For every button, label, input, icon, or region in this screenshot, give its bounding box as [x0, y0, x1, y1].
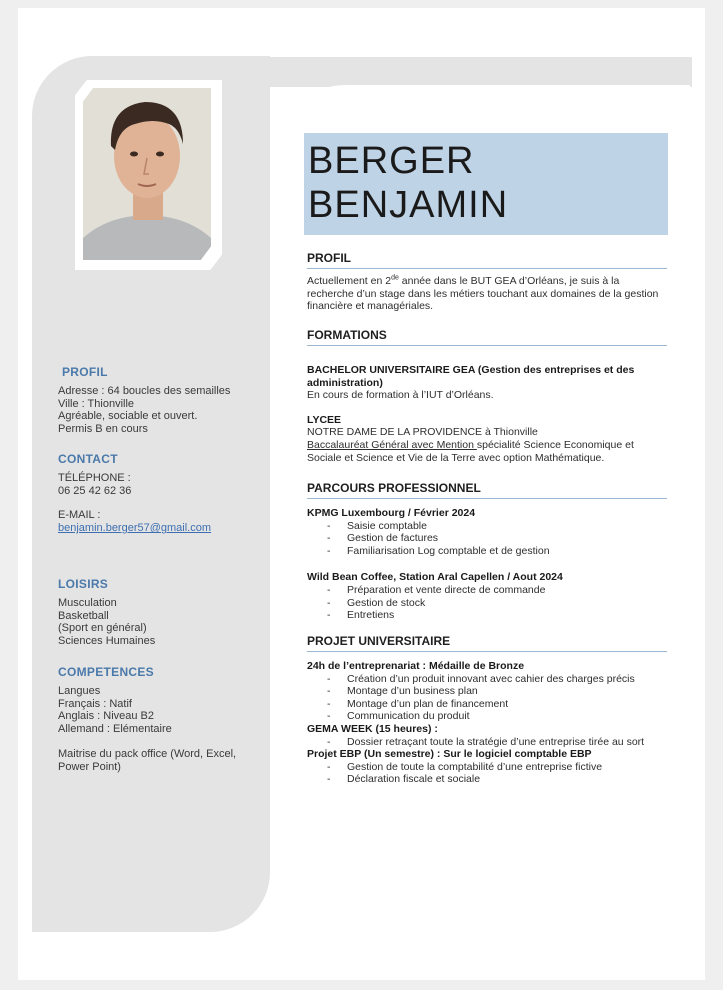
phone-value: 06 25 42 62 36: [58, 484, 132, 497]
skill-item: Allemand : Elémentaire: [58, 723, 172, 736]
city-line: Ville : Thionville: [58, 397, 135, 410]
project-task: - Montage d’un plan de financement: [327, 698, 667, 711]
project-task: - Déclaration fiscale et sociale: [327, 773, 667, 786]
sidebar-competences-title: COMPETENCES: [58, 665, 154, 679]
parcours-title: PARCOURS PROFESSIONNEL: [307, 481, 667, 499]
formations-title: FORMATIONS: [307, 328, 667, 346]
sidebar-contact: [58, 453, 258, 535]
job-task: - Familiarisation Log comptable et de gestion: [327, 545, 667, 558]
project-task-list: [307, 673, 667, 723]
hobby-item: Sciences Humaines: [58, 635, 156, 648]
project-task: - Montage d’un business plan: [327, 685, 667, 698]
sidebar-profil: [58, 366, 258, 436]
address-line: Adresse : 64 boucles des semailles: [58, 384, 231, 397]
project-task: - Communication du produit: [327, 710, 667, 723]
profil-title: PROFIL: [307, 251, 667, 269]
lycee-bac: [307, 439, 667, 464]
sidebar-loisirs-title: LOISIRS: [58, 577, 109, 591]
job-task: - Gestion de stock: [327, 597, 667, 610]
office-skill: Maitrise du pack office (Word, Excel, Power Point): [58, 747, 237, 773]
job-task: - Gestion de factures: [327, 532, 667, 545]
projet-title: PROJET UNIVERSITAIRE: [307, 634, 667, 652]
skill-item: Anglais : Niveau B2: [58, 710, 154, 723]
job-task-list: [307, 584, 667, 622]
hobby-item: (Sport en général): [58, 622, 147, 635]
project-task: - Création d’un produit innovant avec cahier des charges précis: [327, 673, 667, 686]
skill-item: Français : Natif: [58, 697, 132, 710]
person-portrait-icon: [83, 88, 211, 260]
phone-label: TÉLÉPHONE :: [58, 471, 131, 484]
skill-item: Langues: [58, 684, 101, 697]
projet-section: [307, 634, 667, 786]
job-task: - Préparation et vente directe de commande: [327, 584, 667, 597]
job-task: - Saisie comptable: [327, 520, 667, 533]
job-title: Wild Bean Coffee, Station Aral Capellen / Aout 2024: [307, 571, 563, 584]
last-name: BERGER: [308, 140, 475, 182]
project-title: Projet EBP (Un semestre) : Sur le logiciel comptable EBP: [307, 748, 592, 761]
profil-text-sup: de: [391, 274, 399, 282]
email-link[interactable]: benjamin.berger57@gmail.com: [58, 522, 212, 535]
profil-text-a: Actuellement en 2: [307, 275, 392, 287]
sidebar-loisirs: [58, 578, 258, 648]
job-title: KPMG Luxembourg / Février 2024: [307, 507, 476, 519]
sidebar-profil-title: PROFIL: [62, 365, 108, 379]
project-task: - Gestion de toute la comptabilité d’une entreprise fictive: [327, 761, 667, 774]
top-decorative-strip: [220, 57, 692, 87]
profil-text: [307, 275, 667, 313]
profil-section: [307, 251, 667, 313]
name-header: [304, 133, 668, 235]
project-task-list: [307, 761, 667, 786]
project-task-list: [307, 736, 667, 749]
project-task: - Dossier retraçant toute la stratégie d’une entreprise tirée au sort: [327, 736, 667, 749]
bachelor-title: BACHELOR UNIVERSITAIRE GEA (Gestion des entreprises et des administration): [307, 364, 635, 389]
job-task: - Entretiens: [327, 609, 667, 622]
formations-section: [307, 328, 667, 464]
personality-line: Agréable, sociable et ouvert.: [58, 410, 198, 423]
profil-text-b: année dans le BUT GEA d’Orléans, je suis à la recherche d’un stage dans les métiers touchant aux domaines de la gestion financière et managériales.: [307, 275, 659, 313]
email-label: E-MAIL :: [58, 509, 101, 522]
profile-photo: [83, 88, 211, 260]
bachelor-text: En cours de formation à l’IUT d’Orléans.: [307, 389, 494, 402]
bac-mention: Baccalauréat Général avec Mention: [307, 438, 477, 451]
bac-specialty: spécialité Science Economique et Sociale et Science et Vie de la Terre avec option Mathématique.: [307, 438, 634, 464]
hobby-item: Basketball: [58, 609, 109, 622]
project-title: 24h de l’entreprenariat : Médaille de Bronze: [307, 660, 525, 672]
sidebar-contact-title: CONTACT: [58, 452, 118, 466]
parcours-section: [307, 481, 667, 622]
lycee-school: NOTRE DAME DE LA PROVIDENCE à Thionville: [307, 426, 538, 439]
sidebar-competences: [58, 666, 258, 774]
hobby-item: Musculation: [58, 596, 117, 609]
license-line: Permis B en cours: [58, 423, 148, 436]
project-title: GEMA WEEK (15 heures) :: [307, 722, 438, 735]
first-name: BENJAMIN: [308, 184, 509, 226]
lycee-title: LYCEE: [307, 413, 342, 426]
job-task-list: [307, 520, 667, 558]
